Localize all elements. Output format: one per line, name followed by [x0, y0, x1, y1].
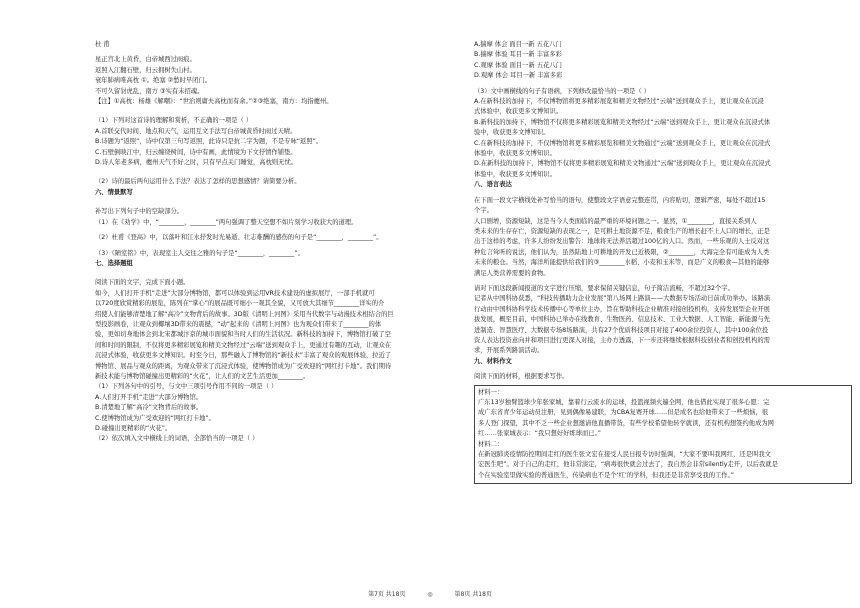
text-line: 材料一： — [478, 388, 504, 396]
text-line: 间和时间的限制，不仅将更多精彩展览和精美文物经过“云端”送到观众手上，更通过有趣的互动，让观众在 — [95, 341, 392, 349]
text-line: 式体验中，收获更多文博知识。 — [474, 108, 563, 116]
text-line: 不可久留豺虎乱，南方 ③实有未招魂。 — [95, 87, 204, 95]
text-line: 个在实验室里做实验的普通医生，传染病也不是个‘红’的学科，但我还是非常享受我的工作。” — [478, 471, 734, 479]
section-heading: 九、材料作文 — [474, 357, 512, 365]
text-line: 未来的粮仓。当然，海洋所能提供给我们的③________水稻、小麦和玉米等，而是广义的粮食—其他的能够 — [474, 259, 770, 267]
text-line: 求，开展系列路演活动。 — [474, 347, 544, 355]
text-line: 资人表达投资意向并和项目进行更深入对接，主办方透露，下一步还将继续根据科技创业者和创投机构的需 — [474, 336, 770, 344]
right-page — [468, 0, 860, 608]
material-box — [474, 385, 852, 485]
text-line: C.石壁倒映江中，归云缠绕树间，诗中有画，此情境为下文抒情作铺垫。 — [95, 148, 297, 156]
text-line: C.观摩 体验 面目一新 五花八门 — [474, 61, 562, 69]
text-line: B.诗题为“返照”，诗中仅第三句写返照，此诗只是抗二字为题，不是专咏“返照”。 — [95, 138, 323, 146]
text-line: 人口剧增，资源短缺，这是当今人类面临的最严重的环境问题之一。显然，①________，直接关系到人 — [474, 217, 757, 225]
text-line: 杜 甫 — [95, 41, 110, 48]
footer-separator: ◎ — [427, 590, 433, 598]
text-line: 类未来的生存存亡，资源短缺的表现之一，是可耕土地资源不足，粮食生产的增长赶不上人口的增长，正是 — [474, 227, 770, 235]
text-line: 体验中，收获更多文博知识。 — [474, 170, 556, 178]
text-line: 阅读下面的材料，根据要求写作。 — [474, 373, 569, 381]
text-line: 体验中，收获更多文博知识。 — [474, 150, 556, 158]
text-line: 博物馆、展品与观众的距离，为观众带来了沉浸式体验，使博物馆成为广受欢迎的“网红打卡地”。我们期待 — [95, 362, 392, 370]
right-page-number: 第8页 共18页 — [454, 590, 492, 598]
text-line: 请对下面这段新闻报道的文字进行压缩，要求保留关键信息，句子简洁流畅，不超过32个字。 — [474, 284, 734, 292]
text-line: （2）依次填入文中横线上的词语，全部恰当的一项是（ ） — [95, 435, 259, 443]
text-line: 个字。 — [474, 207, 493, 215]
page-footer — [0, 590, 860, 600]
text-line: 出于这样的考虑，许多人纷纷发出警告：地球将无法养活超过100亿的人口。然而，一些乐观的人士反对这 — [474, 238, 770, 246]
text-line: 星正宫北上黄昏，白帝城西过雨痕。 — [95, 56, 196, 64]
text-line: 【注】①高枕：杨雄《解嘲》：“世治则庸夫高枕而有余。”②③绝塞，南方：均指夔州。 — [95, 98, 333, 106]
text-line: （2）诗的最后两句运用什么手法？表达了怎样的思想感情？请简要分析。 — [95, 178, 301, 186]
text-line: D.在新科技的加持下，博物馆不仅将更多精彩展览和精美文物通过“云端”送到观众手上，更让观众在沉浸式 — [474, 160, 771, 168]
text-line: 阅读下面的文字，完成下面小题。 — [95, 279, 190, 287]
text-line: 验中，收获更多文博知识。 — [474, 129, 550, 137]
text-line: D.诗人年老多病，夔州天气不好之时，只有早点关门睡觉，高枕则无忧。 — [95, 159, 298, 167]
text-line: 满足人类营养需要的食物。 — [474, 269, 550, 277]
left-page-number: 第7页 共18页 — [368, 590, 406, 598]
section-heading: 七、选择题组 — [95, 259, 133, 267]
text-line: 宏医生吧”。对于自己的走红，他非常淡定，“病毒很快就会过去了，我自然会非常silently走开，以后我就是 — [478, 461, 778, 469]
text-line: 新技术能与博物馆碰撞出更精彩的“火花”，让人们的文艺生活更加________。 — [95, 372, 310, 380]
section-heading: 八、语言表达 — [474, 181, 512, 189]
text-line: 红……张家城表示：“我只想好好练球而已。” — [478, 430, 602, 438]
text-line: 成广东省青少年运动员注册，见到偶像易建联，为CBA复赛开球……但是成名也给他带来了一些烦恼，很 — [478, 409, 769, 417]
text-line: A.在新科技的加持下，不仅博物馆将更多精彩展览和精美文物经过“云端”送到观众手上，更让观众在沉浸 — [474, 98, 764, 106]
text-line: 进制造、智慧医疗、大数据专场8场路演，共有27个优质科技项目对接了400余位投资人，其中100余位投 — [474, 326, 769, 334]
text-line: （3）《陋室铭》中，表现室主人交往之雅的句子是“________，________”。 — [95, 249, 304, 257]
text-line: 记者从中国科协获悉，“科技传播助力企业发展”第八场网上路演——大数据专场活动日前成功举办。该路演 — [474, 295, 771, 303]
text-line: 行动由中国科协科学技术传播中心等单位主办，旨在帮助科技企业精准对接创投机构，支持发展型企业开展 — [474, 305, 770, 313]
text-line: B.新科技的加持下，博物馆不仅将更多精彩展览和精美文物经过“云端”送到观众手上，更让观众在沉浸式体 — [474, 118, 771, 126]
text-line: 种危言耸听的说法，他们认为，虽然陆地上可耕地的开发已近极限，②________，大海完全有可能成为人类 — [474, 248, 770, 256]
text-line: 衰年肺病唯高枕 ①。绝塞 ②愁时早闭门。 — [95, 77, 212, 85]
text-line: A.揣摩 体会 面目一新 五花八门 — [474, 41, 562, 48]
text-line: A.人们打开手机“走进”大部分博物馆。 — [95, 393, 203, 401]
text-line: 补写出下列句子中的空缺部分。 — [95, 208, 184, 216]
text-line: （3）文中画横线的句子有语病，下列修改最恰当的一项是（ ） — [474, 87, 651, 95]
text-line: （2）杜甫《登高》中，以落叶和江水抒发时光易逝、壮志难酬的感伤的句子是“________，________”。 — [95, 234, 383, 242]
text-line: 沉浸式体验，收获更多文博知识。时至今日，那些融入了博物馆的“新技术”丰富了观众的观展体验，拉近了 — [95, 352, 392, 360]
section-heading: 六、情景默写 — [95, 188, 133, 196]
text-line: B.清楚地了解“高冷”文物背后的故事。 — [95, 404, 203, 412]
text-line: 广东13岁独臂篮球少年张家城，靠着行云流水的运球，投篮视频火遍全网，他也借此实现了很多心愿：完 — [478, 399, 770, 406]
text-line: （1）下列各句中的引号，与文中三项引号作用不同的一项是（ ） — [95, 383, 278, 391]
text-line: A.首联交代时间、地点和天气，运用互文手法写白帝城黄昏时雨过天晴。 — [95, 127, 297, 135]
text-line: C.在新科技的加持下，不仅博物馆将更多精彩展览和精美文物通过“云端”送到观众手上，更让观众在沉浸式 — [474, 139, 771, 147]
text-line: 如今，人们打开手机“走进”大部分博物馆，都可以体验到运用VR技术建设的虚拟展厅，一部手机就可 — [95, 289, 375, 297]
text-line: 材料二： — [478, 440, 504, 448]
text-line: 在新冠肺炎疫情防控期间走红的医生张文宏在接受人民日报专访时强调，“大家不要叫我网红，还是叫我文 — [478, 451, 771, 459]
text-line: 在下面一段文字横线处补写恰当的语句，使整段文字语意完整连贯，内容贴切，逻辑严密，每处不超过15 — [474, 196, 766, 204]
text-line: D.碰撞出更精彩的“火花”。 — [95, 425, 172, 432]
text-line: 多人登门探望，其中不乏一些企业想邀请他直播带货，有些学校希望他转学就读，还有机构想签约他成为网 — [478, 419, 774, 427]
text-line: B.揣摩 体验 耳目一新 丰富多彩 — [474, 51, 562, 59]
text-line: （1）在《劝学》中，“________，________”两句强调了整天空想不如片刻学习收获大的道理。 — [95, 218, 358, 226]
text-line: 拔发展，概至目前，中国科协已举办在线教育、生物医药、信息技术、工业大数据、人工智能、新能源与先 — [474, 316, 770, 324]
text-line: 型投影画卷，让观众到椰壤3D带来的震撼，“动”起来的《清明上河图》也为观众们带来了________的体 — [95, 320, 382, 328]
text-line: 返照入江翻石壁，归云拥树失山村。 — [95, 66, 196, 74]
text-line: （1）下列对这首诗的理解和赏析，不正确的一项是（ ） — [95, 117, 253, 125]
text-line: 验，更如切身地体会到北宋都城汴京的城市面貌和当时人们的生活状况。新科技的加持下，博物馆打破了空 — [95, 331, 391, 339]
text-line: C.使博物馆成为广受欢迎的“网红打卡地”。 — [95, 414, 215, 422]
text-line: 以720度欣赏精彩的展览，陈列在“掌心”的展品既可细小一观其全貌，又可放大其细节________详实的介 — [95, 300, 385, 308]
text-line: 绍使人们能够清楚地了解“高冷”文物背后的故事。3D版《清明上河图》采用当代数字与动漫技术相结合的巨 — [95, 310, 394, 318]
right-page-body — [474, 40, 852, 383]
text-line: D.观摩 体会 耳目一新 丰富多彩 — [474, 72, 563, 80]
